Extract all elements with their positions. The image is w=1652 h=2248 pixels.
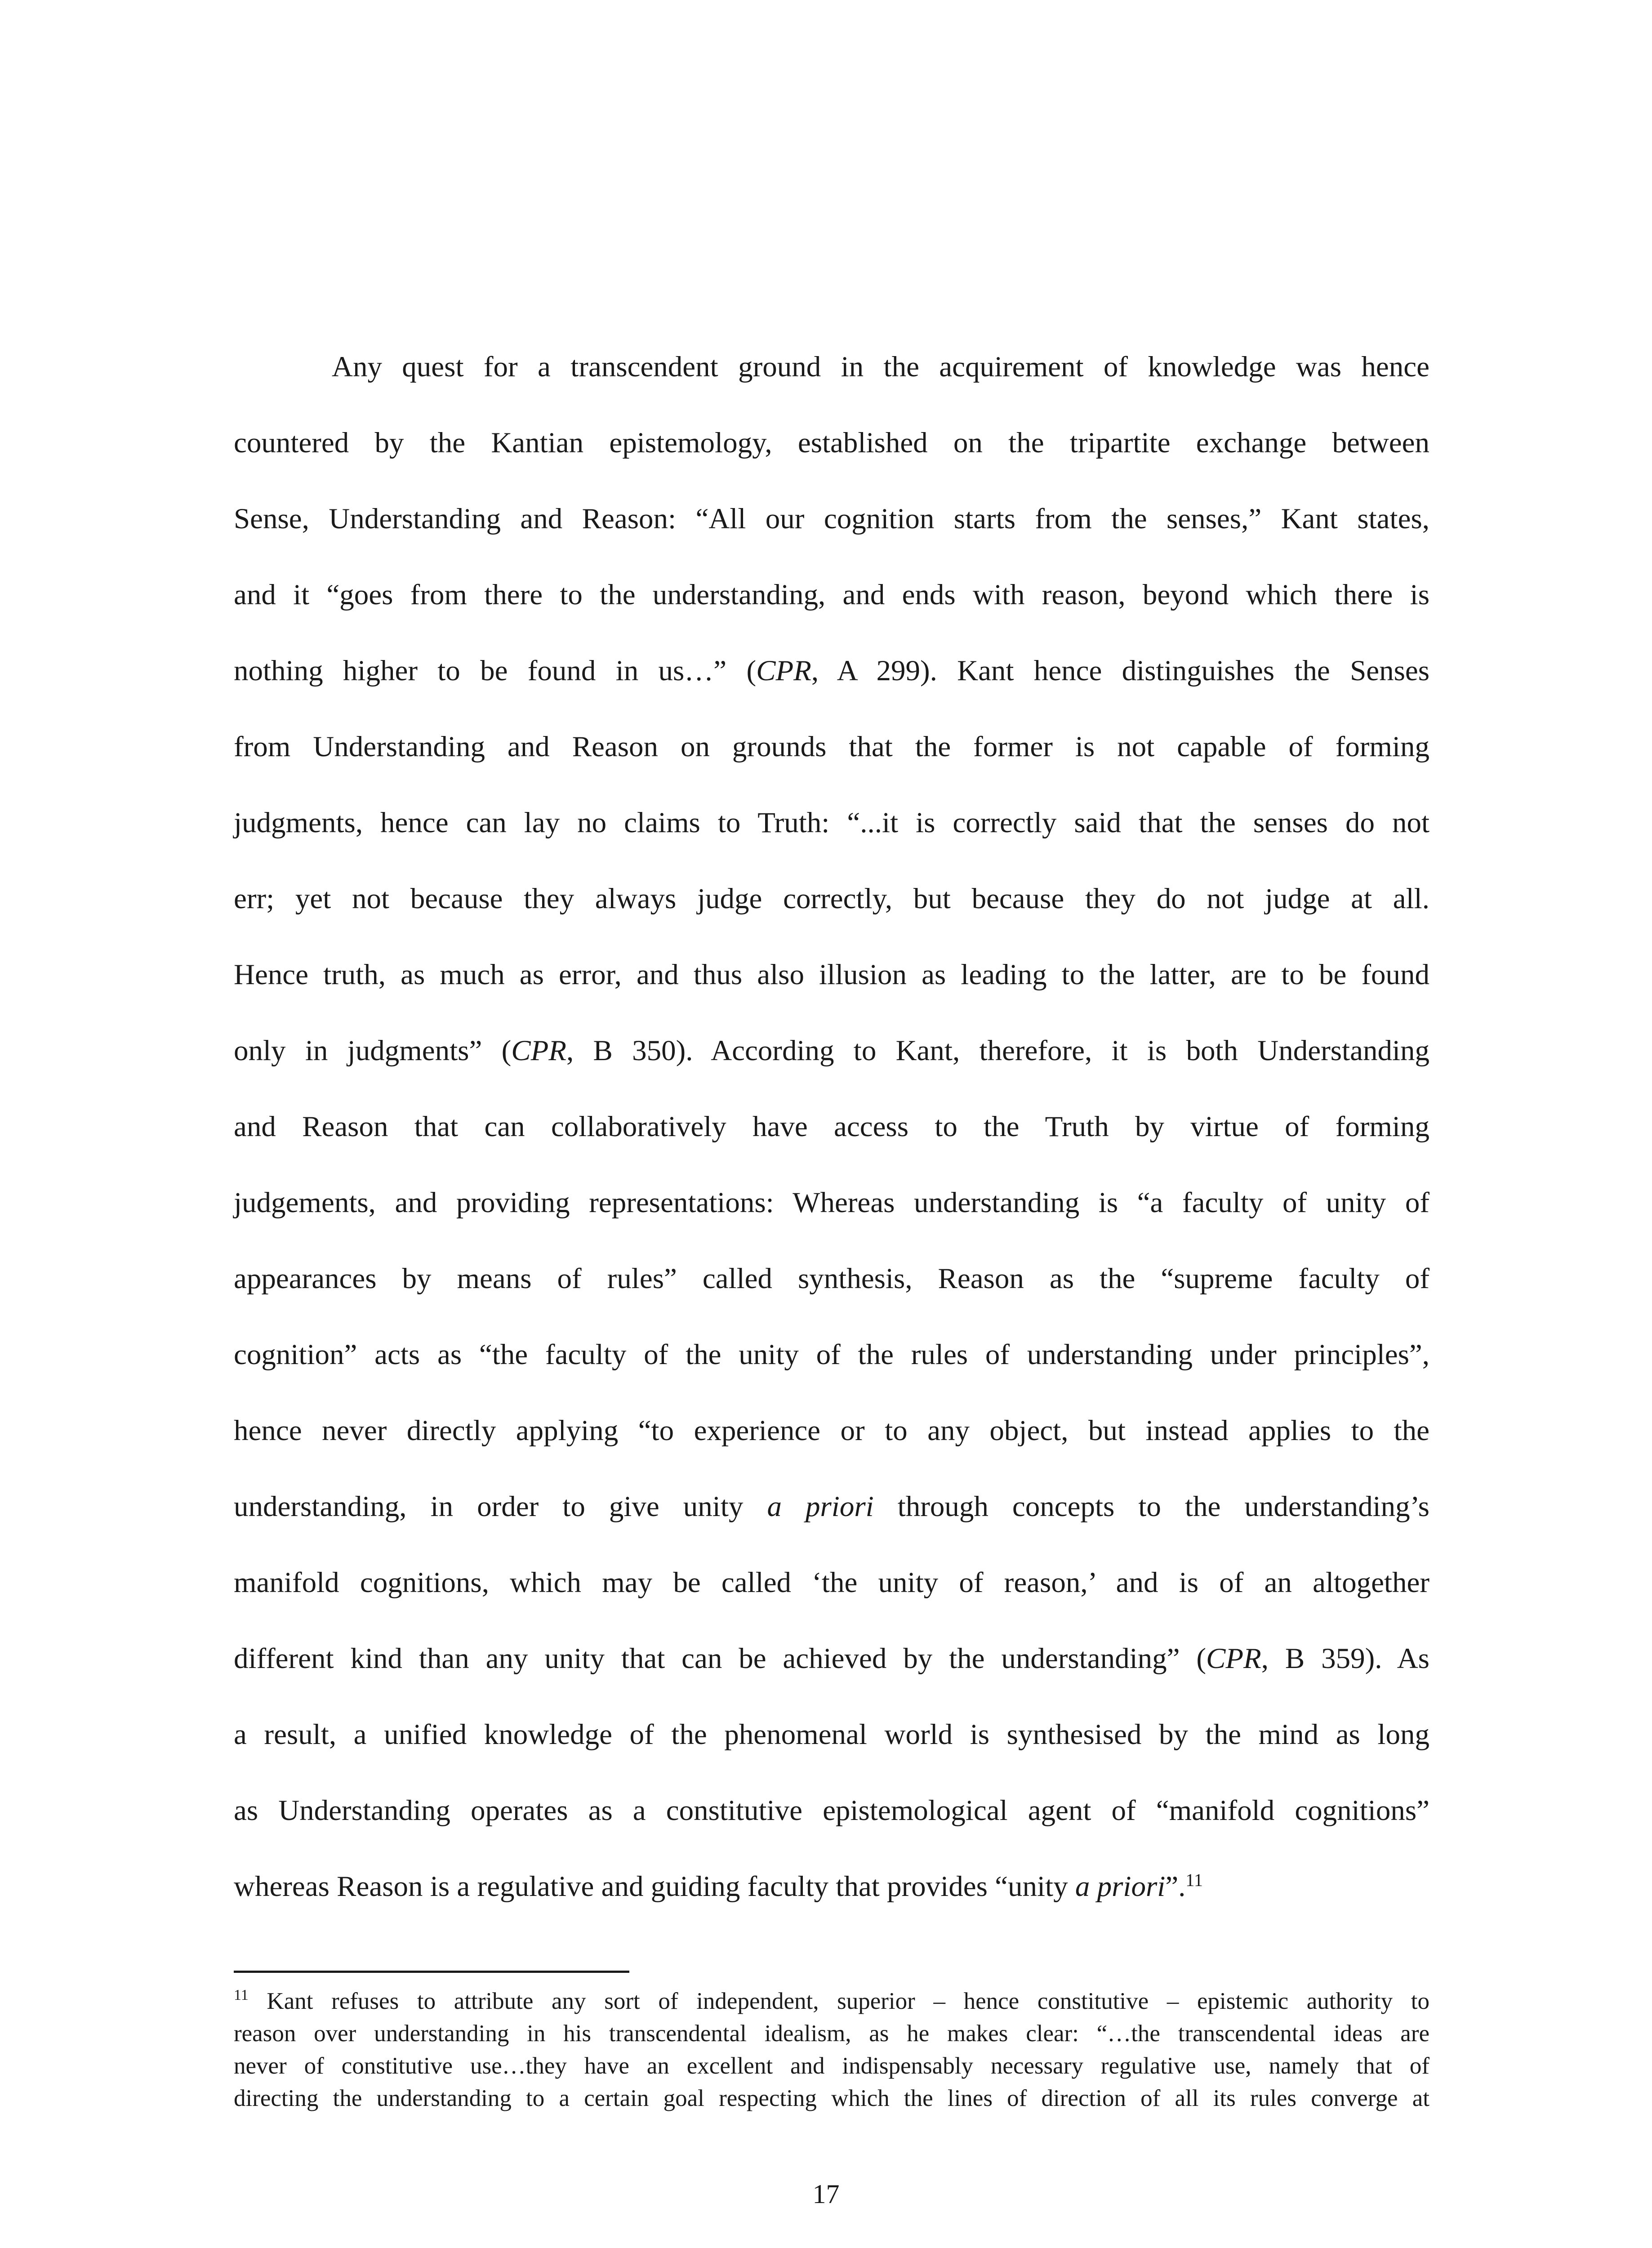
footnote-line: reason over understanding in his transcendental idealism, as he makes clear: “…the transcendental ideas are <box>234 2021 1429 2047</box>
paragraph-line: and Reason that can collaboratively have access to the Truth by virtue of forming <box>234 1111 1429 1143</box>
footnote-line: $^{11}$ Kant refuses to attribute any sort of independent, superior – hence constitutive – epistemic authority to <box>234 1987 1430 2014</box>
paragraph-line: as Understanding operates as a constitutive epistemological agent of “manifold cognitions” <box>234 1794 1429 1827</box>
citation-abbrev: CPR <box>511 1035 566 1067</box>
paragraph-line: appearances by means of rules” called synthesis, Reason as the “supreme faculty of <box>234 1262 1429 1295</box>
footnote <box>234 1985 1429 2114</box>
italic-term: a priori <box>767 1490 874 1523</box>
paragraph-line: and it “goes from there to the understanding, and ends with reason, beyond which there is <box>234 579 1429 611</box>
paragraph-line: Any quest for a transcendent ground in the acquirement of knowledge was hence <box>332 351 1429 383</box>
citation-abbrev: CPR <box>756 655 811 687</box>
paragraph-line: manifold cognitions, which may be called ‘the unity of reason,’ and is of an altogether <box>234 1566 1429 1599</box>
paragraph-line: cognition” acts as “the faculty of the unity of the rules of understanding under principles”, <box>234 1338 1429 1371</box>
paragraph-line: nothing higher to be found in us…” (CPR, A 299). Kant hence distinguishes the Senses <box>234 655 1430 687</box>
paragraph-line: judgments, hence can lay no claims to Truth: “...it is correctly said that the senses do not <box>234 807 1429 839</box>
paragraph-line: countered by the Kantian epistemology, established on the tripartite exchange between <box>234 427 1429 459</box>
footnote-reference[interactable]: 11 <box>1185 1870 1203 1890</box>
paragraph-line: Sense, Understanding and Reason: “All our cognition starts from the senses,” Kant states, <box>234 503 1429 535</box>
paragraph-line: hence never directly applying “to experience or to any object, but instead applies to the <box>234 1414 1429 1447</box>
footnote-line: never of constitutive use…they have an excellent and indispensably necessary regulative use, namely that of <box>234 2053 1429 2079</box>
citation-abbrev: CPR <box>1206 1642 1261 1675</box>
page-number: 17 <box>812 2179 840 2209</box>
paragraph-line: a result, a unified knowledge of the phenomenal world is synthesised by the mind as long <box>234 1718 1429 1751</box>
paragraph-line: whereas Reason is a regulative and guiding faculty that provides “unity a priori”.$^{11}$ <box>234 1870 1203 1903</box>
italic-term: a priori <box>1075 1870 1166 1903</box>
footnote-separator <box>234 1971 629 1973</box>
paragraph-line: Hence truth, as much as error, and thus also illusion as leading to the latter, are to be found <box>234 959 1429 991</box>
main-paragraph <box>234 329 1429 1925</box>
paragraph-line: different kind than any unity that can be achieved by the understanding” (CPR, B 359). As <box>234 1642 1429 1675</box>
paragraph-line: only in judgments” (CPR, B 350). According to Kant, therefore, it is both Understanding <box>234 1035 1430 1067</box>
paragraph-line: from Understanding and Reason on grounds that the former is not capable of forming <box>234 731 1429 763</box>
paragraph-line: err; yet not because they always judge correctly, but because they do not judge at all. <box>234 883 1429 915</box>
paragraph-line: understanding, in order to give unity a priori through concepts to the understanding’s <box>234 1490 1429 1523</box>
footnote-line: directing the understanding to a certain goal respecting which the lines of direction of all its rules converge at <box>234 2085 1429 2111</box>
footnote-number: 11 <box>234 1987 249 2003</box>
paragraph-line: judgements, and providing representations: Whereas understanding is “a faculty of unity of <box>234 1186 1429 1219</box>
